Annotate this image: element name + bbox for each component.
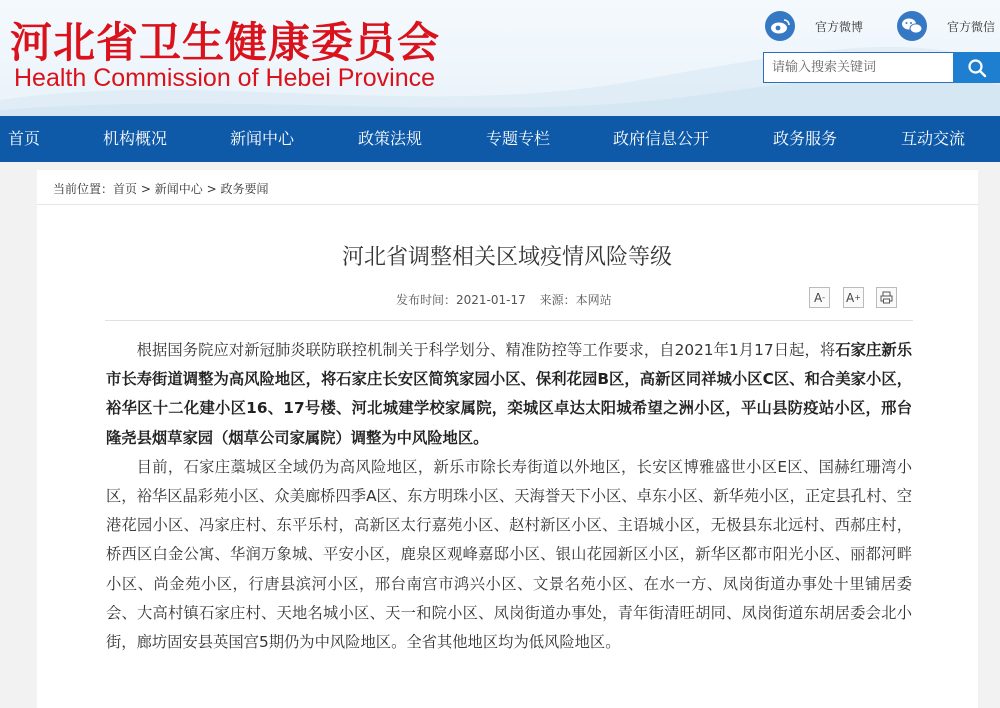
breadcrumb — [53, 180, 269, 197]
search-icon — [967, 58, 987, 78]
search-button[interactable] — [953, 52, 1000, 83]
article-paragraph-2: 目前，石家庄藁城区全域仍为高风险地区，新乐市除长寿街道以外地区，长安区博雅盛世小区E区、国赫红珊湾小区，裕华区晶彩苑小区、众美廊桥四季A区、东方明珠小区、天海誉天下小区、卓东小区、新华苑小区，正定县孔村、空港花园小区、冯家庄村、东平乐村，高新区太行嘉苑小区、赵村新区小区、主语城小区，无极县东北远村、西郝庄村，桥西区白金公寓、华润万象城、平安小区，鹿泉区观峰嘉邸小区、银山花园新区小区，新华区都市阳光小区、丽都河畔小区、尚金苑小区，行唐县滨河小区，邢台南宫市鸿兴小区、文景名苑小区、在水一方、凤岗街道办事处十里铺居委会、大高村镇石家庄村、天地名城小区、天一和院小区、凤岗街道办事处，青年街清旺胡同、凤岗街道东胡居委会北小街，廊坊固安县英国宫5期仍为中风险地区。全省其他地区均为低风险地区。 — [106, 457, 912, 652]
font-increase-label: A — [846, 290, 855, 305]
weibo-icon — [765, 11, 795, 41]
site-header — [0, 0, 1000, 116]
main-nav — [0, 116, 1000, 162]
site-title-en: Health Commission of Hebei Province — [14, 64, 436, 92]
meta-divider — [105, 320, 913, 321]
font-increase-button[interactable]: A + — [843, 287, 864, 308]
breadcrumb-sep: > — [140, 182, 151, 196]
search-input[interactable] — [763, 52, 953, 83]
site-title: 河北省卫生健康委员会 — [10, 18, 441, 67]
breadcrumb-gov-news[interactable]: 政务要闻 — [220, 182, 269, 196]
nav-item-news[interactable]: 新闻中心 — [230, 129, 295, 148]
breadcrumb-prefix: 当前位置： — [53, 182, 114, 196]
wechat-label: 官方微信 — [947, 19, 996, 34]
nav-item-policy[interactable]: 政策法规 — [358, 129, 423, 148]
source-value: 本网站 — [575, 293, 612, 307]
wechat-icon — [897, 11, 927, 41]
article-meta — [396, 291, 622, 308]
print-button[interactable] — [876, 287, 897, 308]
search-box — [763, 52, 1000, 83]
publish-date: 2021-01-17 — [456, 293, 526, 307]
print-icon — [880, 291, 893, 304]
article-title: 河北省调整相关区域疫情风险等级 — [341, 245, 672, 270]
weibo-link[interactable] — [765, 10, 863, 42]
wechat-link[interactable] — [897, 10, 995, 42]
date-label: 发布时间： — [396, 293, 457, 307]
article-body — [106, 336, 912, 657]
weibo-label: 官方微博 — [815, 19, 864, 34]
font-decrease-button[interactable]: A - — [809, 287, 830, 308]
nav-item-interaction[interactable]: 互动交流 — [901, 129, 966, 148]
nav-item-gov-info[interactable]: 政府信息公开 — [613, 129, 710, 148]
paragraph-1-text: 根据国务院应对新冠肺炎联防联控机制关于科学划分、精准防控等工作要求，自2021年1月17日起，将 — [136, 341, 836, 359]
article-paragraph-1 — [106, 336, 912, 453]
breadcrumb-divider — [37, 204, 978, 205]
font-decrease-label: A — [813, 290, 823, 305]
nav-item-about[interactable]: 机构概况 — [103, 129, 168, 148]
source-label: 来源： — [539, 293, 576, 307]
nav-item-home[interactable]: 首页 — [8, 129, 41, 148]
breadcrumb-sep: > — [206, 182, 217, 196]
breadcrumb-home[interactable]: 首页 — [113, 182, 138, 196]
breadcrumb-news[interactable]: 新闻中心 — [154, 182, 203, 196]
nav-item-services[interactable]: 政务服务 — [773, 129, 838, 148]
nav-item-topics[interactable]: 专题专栏 — [486, 129, 551, 148]
paragraph-1-emphasis: 石家庄新乐市长寿街道调整为高风险地区，将石家庄长安区简筑家园小区、保利花园B区，高新区同祥城小区C区、和合美家小区，裕华区十二化建小区16、17号楼、河北城建学校家属院，栾城区卓达太阳城希望之洲小区，平山县防疫站小区，邢台隆尧县烟草家园（烟草公司家属院）调整为中风险地区。 — [106, 341, 912, 447]
